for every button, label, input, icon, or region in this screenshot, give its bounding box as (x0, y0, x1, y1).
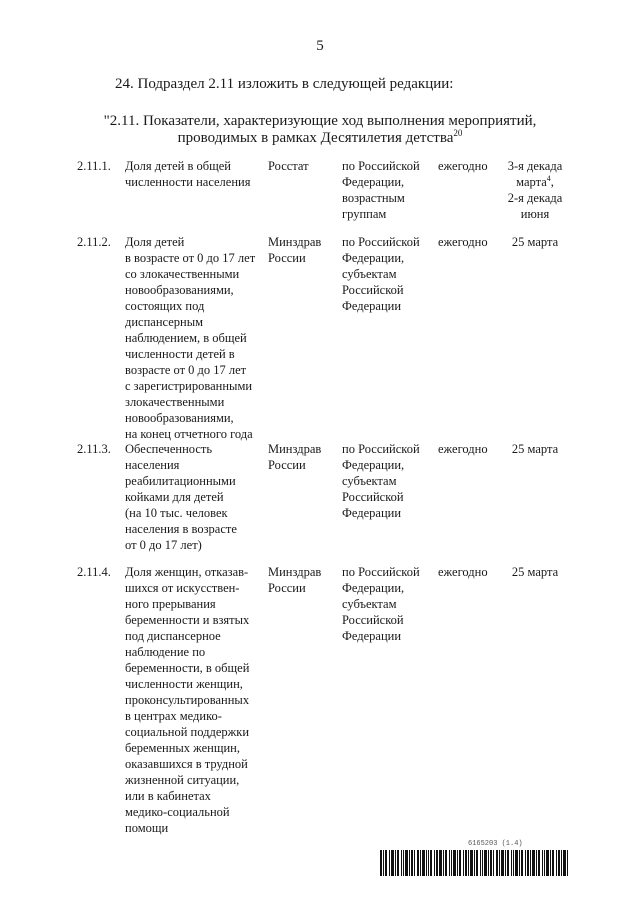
text-line: группам (342, 207, 387, 221)
data-breakdown (342, 234, 434, 314)
text-line: койками для детей (125, 490, 224, 504)
text-line: Федерации (342, 506, 402, 520)
text-line: наблюдение по (125, 645, 206, 659)
text-line: жизненной ситуации, (125, 773, 240, 787)
text-line: Федерации, (342, 251, 405, 265)
text-line: возрасте от 0 до 17 лет (125, 363, 247, 377)
text-line: России (268, 251, 306, 265)
footnote-ref: 20 (453, 128, 463, 138)
responsible-agency (268, 564, 338, 596)
indicator-number: 2.11.2. (77, 235, 111, 249)
text-line: диспансерным (125, 315, 204, 329)
periodicity: ежегодно (438, 442, 488, 456)
text-line: под диспансерное (125, 629, 221, 643)
deadline-text: марта (516, 175, 547, 189)
section-title (80, 113, 560, 147)
responsible-agency (268, 234, 338, 266)
text-line: Федерации, (342, 458, 405, 472)
section-title-line-1: "2.11. Показатели, характеризующие ход выполнения мероприятий, (103, 113, 537, 129)
indicator-number: 2.11.3. (77, 442, 111, 456)
deadline (498, 564, 572, 580)
text-line: субъектам (342, 267, 397, 281)
indicator-name (125, 564, 267, 836)
text-line: в центрах медико- (125, 709, 222, 723)
text-line: 25 марта (511, 235, 559, 249)
text-line: численности женщин, (125, 677, 243, 691)
text-line: субъектам (342, 474, 397, 488)
text-line: наблюдением, в общей (125, 331, 247, 345)
section-title-line-2 (80, 130, 560, 147)
text-line: численности детей в (125, 347, 235, 361)
text-line: населения (125, 458, 180, 472)
text-line: 25 марта (511, 565, 559, 579)
text-line: медико-социальной (125, 805, 230, 819)
text-line: Доля женщин, отказав- (125, 565, 249, 579)
text-line: или в кабинетах (125, 789, 211, 803)
text-line: Федерации (342, 299, 402, 313)
footnote-ref: 4 (546, 173, 551, 183)
amendment-intro: 24. Подраздел 2.11 изложить в следующей редакции: (115, 76, 454, 92)
text-line: новообразованиями, (125, 283, 234, 297)
text-line: шихся от искусствен- (125, 581, 240, 595)
text-line: Доля детей в общей (125, 159, 231, 173)
text-line: Федерации (342, 629, 402, 643)
text-line: населения в возрасте (125, 522, 237, 536)
text-line: реабилитационными (125, 474, 236, 488)
text-line: Доля детей (125, 235, 185, 249)
text-line: Российской (342, 613, 404, 627)
deadline (498, 158, 572, 222)
text-line: по Российской (342, 565, 420, 579)
text-line: ного прерывания (125, 597, 216, 611)
text-line: Росстат (268, 159, 309, 173)
text-line: по Российской (342, 159, 420, 173)
text-line: в возрасте от 0 до 17 лет (125, 251, 256, 265)
text-line: Российской (342, 283, 404, 297)
text-line: на конец отчетного года (125, 427, 253, 441)
text-line: злокачественными (125, 395, 225, 409)
text-line: России (268, 581, 306, 595)
text-line: России (268, 458, 306, 472)
data-breakdown (342, 441, 434, 521)
periodicity: ежегодно (438, 235, 488, 249)
document-footer (380, 840, 568, 888)
text-line: со злокачественными (125, 267, 240, 281)
text-line: беременности, в общей (125, 661, 250, 675)
responsible-agency (268, 441, 338, 473)
section-title-line-2-text: проводимых в рамках Десятилетия детства (177, 130, 454, 146)
indicator-name (125, 158, 267, 190)
data-breakdown (342, 158, 434, 222)
text-line: 25 марта (511, 442, 559, 456)
text-line: по Российской (342, 235, 420, 249)
text-line: Федерации, (342, 175, 405, 189)
text-line: 2-я декада (507, 191, 563, 205)
text-line: субъектам (342, 597, 397, 611)
text-line: беременных женщин, (125, 741, 240, 755)
barcode-icon (380, 850, 568, 876)
responsible-agency (268, 158, 338, 174)
indicator-name (125, 441, 267, 553)
text-line: численности населения (125, 175, 251, 189)
text-line: беременности и взятых (125, 613, 250, 627)
text-line: возрастным (342, 191, 405, 205)
text-line: Минздрав (268, 565, 322, 579)
text-line: от 0 до 17 лет) (125, 538, 202, 552)
text-line: по Российской (342, 442, 420, 456)
indicator-number: 2.11.4. (77, 565, 111, 579)
periodicity: ежегодно (438, 565, 488, 579)
text-line: Российской (342, 490, 404, 504)
deadline (498, 441, 572, 457)
text-line: новообразованиями, (125, 411, 234, 425)
text-line: проконсультированных (125, 693, 250, 707)
text-line: 3-я декада (507, 159, 563, 173)
indicator-name (125, 234, 267, 442)
text-line: Обеспеченность (125, 442, 213, 456)
text-line: Федерации, (342, 581, 405, 595)
text-line: Минздрав (268, 235, 322, 249)
text-line: с зарегистрированными (125, 379, 253, 393)
page-number: 5 (316, 38, 324, 54)
text-line (498, 174, 572, 190)
text-line: социальной поддержки (125, 725, 250, 739)
text-line: Минздрав (268, 442, 322, 456)
deadline (498, 234, 572, 250)
data-breakdown (342, 564, 434, 644)
text-line: июня (520, 207, 550, 221)
document-code: 6165203 (1.4) (468, 840, 523, 848)
deadline-punctuation: , (550, 175, 554, 189)
indicator-number: 2.11.1. (77, 159, 111, 173)
text-line: оказавшихся в трудной (125, 757, 248, 771)
periodicity: ежегодно (438, 159, 488, 173)
text-line: состоящих под (125, 299, 205, 313)
text-line: (на 10 тыс. человек (125, 506, 228, 520)
text-line: помощи (125, 821, 169, 835)
